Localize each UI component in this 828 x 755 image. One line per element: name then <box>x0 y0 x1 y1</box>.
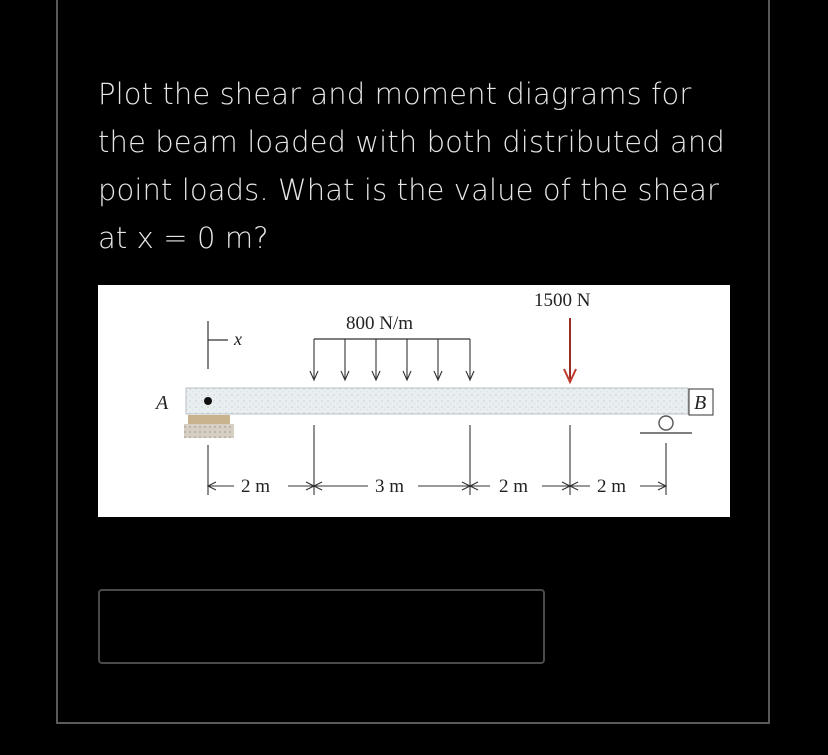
answer-input[interactable] <box>98 589 545 664</box>
question-text: Plot the shear and moment diagrams for the beam loaded with both distributed and point loads. What is the value of the shear at x = 0 m? <box>98 77 725 255</box>
x-reference-marker <box>208 321 242 369</box>
beam-figure <box>98 285 730 517</box>
distributed-load <box>310 313 474 380</box>
dimension-2-label: 3 m <box>375 476 405 497</box>
support-b-label: B <box>694 392 707 414</box>
dimension-4-label: 2 m <box>597 476 627 497</box>
distributed-load-arrows <box>310 339 474 380</box>
point-load-label: 1500 N <box>534 290 591 311</box>
point-load <box>534 290 591 382</box>
dimension-1-label: 2 m <box>241 476 271 497</box>
dimension-3-label: 2 m <box>499 476 529 497</box>
beam <box>186 388 688 414</box>
x-label: x <box>234 329 242 349</box>
support-a-label: A <box>156 392 169 414</box>
distributed-load-label: 800 N/m <box>346 313 414 334</box>
